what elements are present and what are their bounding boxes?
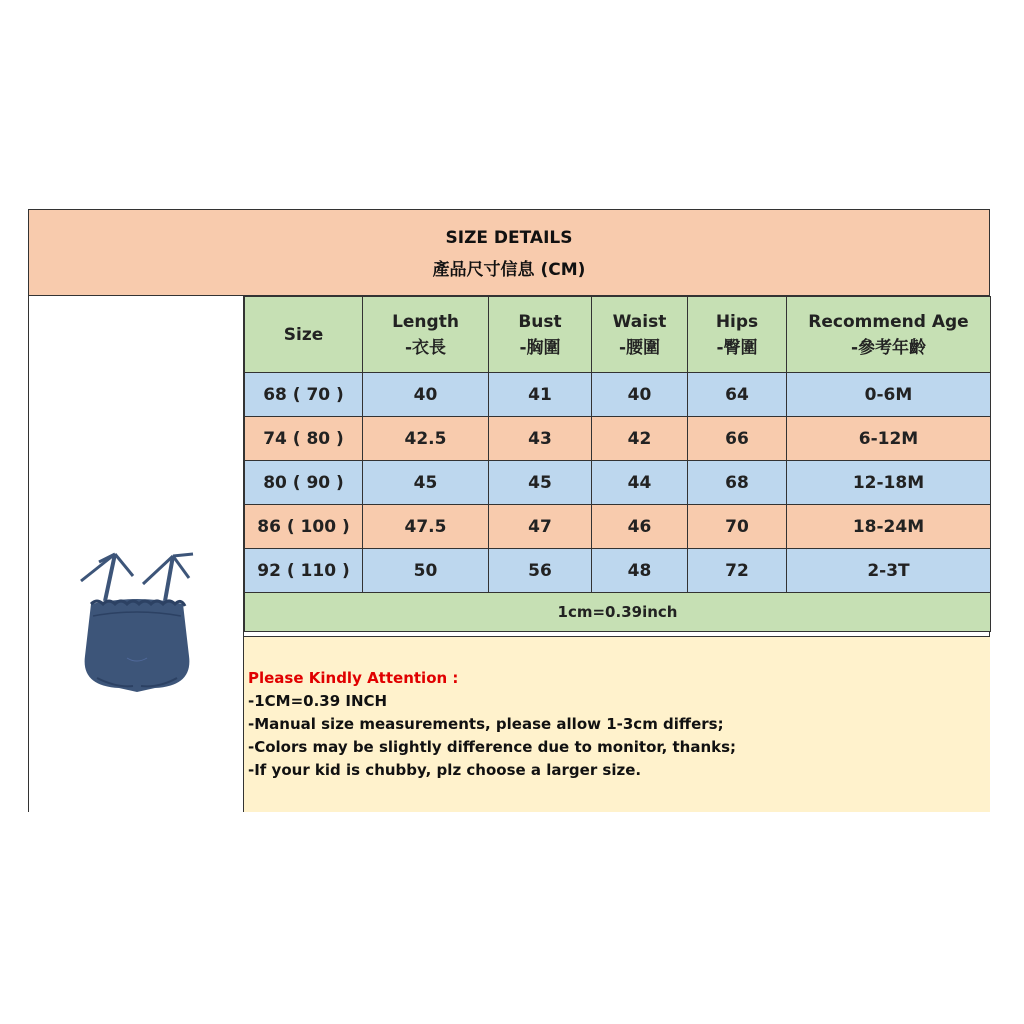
table-cell: 64 (688, 373, 787, 417)
table-cell: 44 (592, 461, 688, 505)
column-header-size: Size (245, 297, 363, 373)
note-line: -Manual size measurements, please allow 1-3cm differs; (248, 715, 724, 733)
table-cell: 43 (489, 417, 592, 461)
size-table-header-row (245, 297, 991, 373)
size-table (244, 296, 990, 632)
table-cell: 46 (592, 505, 688, 549)
table-cell: 41 (489, 373, 592, 417)
table-cell: 45 (363, 461, 489, 505)
table-cell: 18-24M (787, 505, 991, 549)
attention-heading: Please Kindly Attention : (248, 669, 459, 687)
column-header-bust: Bust -胸圍 (489, 297, 592, 373)
table-cell: 56 (489, 549, 592, 593)
column-header-length: Length -衣長 (363, 297, 489, 373)
attention-notes (244, 636, 990, 812)
column-header-recommend-age: Recommend Age -參考年齡 (787, 297, 991, 373)
column-header-hips: Hips -臀圍 (688, 297, 787, 373)
table-cell: 6-12M (787, 417, 991, 461)
table-cell: 68 (688, 461, 787, 505)
table-cell: 70 (688, 505, 787, 549)
table-cell: 45 (489, 461, 592, 505)
table-cell: 48 (592, 549, 688, 593)
table-cell: 12-18M (787, 461, 991, 505)
table-cell: 72 (688, 549, 787, 593)
table-cell: 40 (363, 373, 489, 417)
table-cell: 47.5 (363, 505, 489, 549)
table-cell: 42.5 (363, 417, 489, 461)
table-cell: 2-3T (787, 549, 991, 593)
conversion-row (245, 593, 991, 632)
table-row (245, 461, 991, 505)
size-chart-header (29, 210, 989, 296)
size-chart-subtitle: 產品尺寸信息 (CM) (432, 260, 586, 280)
table-cell: 50 (363, 549, 489, 593)
note-line: -1CM=0.39 INCH (248, 692, 388, 710)
table-row (245, 505, 991, 549)
table-cell: 47 (489, 505, 592, 549)
table-row (245, 373, 991, 417)
table-cell: 68 ( 70 ) (245, 373, 363, 417)
denim-romper-image (77, 546, 197, 696)
table-row (245, 549, 991, 593)
table-cell: 40 (592, 373, 688, 417)
table-cell: 92 ( 110 ) (245, 549, 363, 593)
size-chart-title: SIZE DETAILS (445, 228, 573, 248)
note-line: -Colors may be slightly difference due to monitor, thanks; (248, 738, 737, 756)
note-line: -If your kid is chubby, plz choose a larger size. (248, 761, 642, 779)
table-cell: 42 (592, 417, 688, 461)
table-cell: 80 ( 90 ) (245, 461, 363, 505)
table-cell: 66 (688, 417, 787, 461)
column-header-waist: Waist -腰圍 (592, 297, 688, 373)
table-cell: 86 ( 100 ) (245, 505, 363, 549)
size-chart (28, 209, 990, 812)
table-cell: 0-6M (787, 373, 991, 417)
product-image-cell (29, 296, 244, 812)
conversion-note: 1cm=0.39inch (245, 593, 991, 632)
table-row (245, 417, 991, 461)
table-cell: 74 ( 80 ) (245, 417, 363, 461)
